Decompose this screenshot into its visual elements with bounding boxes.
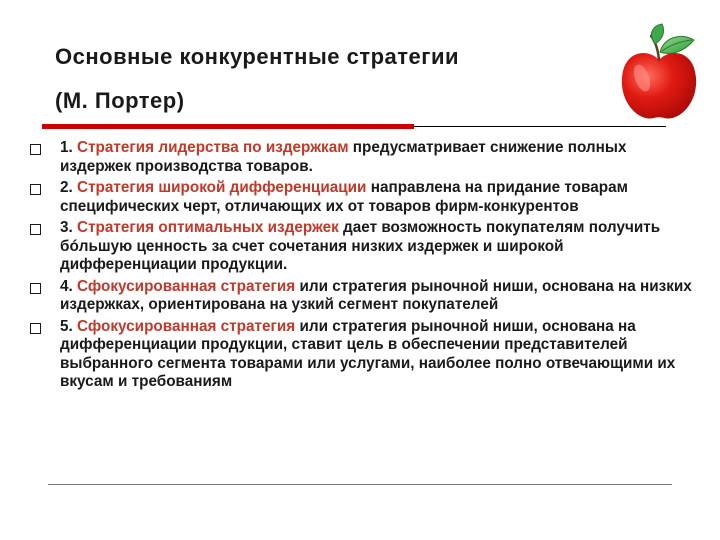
item-highlight: Стратегия оптимальных издержек xyxy=(77,219,339,236)
square-bullet-icon xyxy=(30,283,41,294)
item-number: 5. xyxy=(60,317,78,335)
item-text: предусматривает снижение полных издержек производства товаров. xyxy=(60,139,627,175)
list-item xyxy=(28,278,698,315)
title-underline-rule xyxy=(414,126,666,127)
item-number: 2. xyxy=(60,179,78,196)
list-item xyxy=(28,179,698,216)
page-subtitle: (М. Портер) xyxy=(55,88,185,113)
item-text: или стратегия рыночной ниши, основана на низких издержках, ориентирована на узкий сегмент покупателей xyxy=(60,277,692,313)
strategies-list xyxy=(28,139,698,395)
apple-icon xyxy=(618,22,700,124)
item-text: дает возможность покупателям получить бóльшую ценность за счет сочетания низких издержек и широкой дифференциации продукции. xyxy=(60,219,661,273)
item-number: 3. xyxy=(60,219,78,236)
title-underline-accent xyxy=(42,124,414,129)
square-bullet-icon xyxy=(30,144,41,155)
item-number: 4. xyxy=(60,277,78,295)
item-text: или стратегия рыночной ниши, основана на дифференциации продукции, ставит цель в обеспечении представителей выбранного сегмента товарами или услугами, наиболее полно отвечающими их вкусам и требованиям xyxy=(60,317,676,390)
item-highlight: Стратегия лидерства по издержкам xyxy=(77,139,349,156)
list-item xyxy=(28,318,698,392)
square-bullet-icon xyxy=(30,224,41,235)
item-text: направлена на придание товарам специфических черт, отличающих их от товаров фирм-конкурентов xyxy=(60,179,628,215)
list-item xyxy=(28,139,698,176)
item-highlight: Сфокусированная стратегия xyxy=(77,317,296,335)
square-bullet-icon xyxy=(30,323,41,334)
item-highlight: Стратегия широкой дифференциации xyxy=(77,179,367,196)
item-number: 1. xyxy=(60,139,78,156)
square-bullet-icon xyxy=(30,184,41,195)
item-highlight: Сфокусированная стратегия xyxy=(77,277,296,295)
list-item xyxy=(28,219,698,275)
footer-rule xyxy=(48,484,672,485)
page-title: Основные конкурентные стратегии xyxy=(55,44,459,69)
